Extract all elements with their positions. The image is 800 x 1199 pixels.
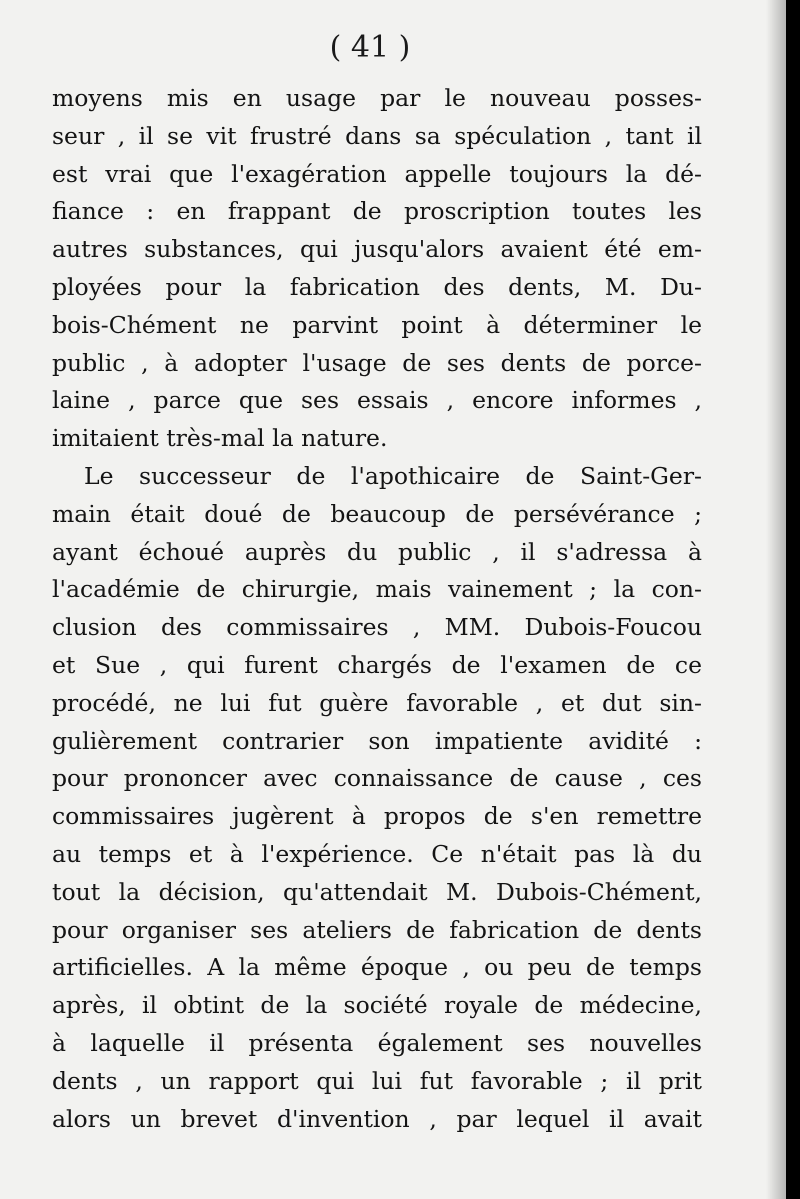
text-line: clusion des commissaires , MM. Dubois-Foucou — [52, 613, 702, 642]
text-line: alors un brevet d'invention , par lequel il avait — [52, 1104, 702, 1133]
text-line: main était doué de beaucoup de persévérance ; — [52, 499, 702, 528]
text-line: ayant échoué auprès du public , il s'adressa à — [52, 537, 702, 566]
text-line: bois-Chément ne parvint point à déterminer le — [52, 310, 702, 339]
text-line: Le successeur de l'apothicaire de Saint-Ger- — [84, 461, 702, 490]
text-line: pour prononcer avec connaissance de cause , ces — [52, 764, 702, 793]
page-edge-shadow — [766, 0, 786, 1199]
text-line: artificielles. A la même époque , ou peu de temps — [52, 953, 702, 982]
text-line: seur , il se vit frustré dans sa spéculation , tant il — [52, 121, 702, 150]
text-line: autres substances, qui jusqu'alors avaient été em- — [52, 235, 702, 264]
paragraph-1 — [52, 80, 702, 458]
text-line: dents , un rapport qui lui fut favorable ; il prit — [52, 1066, 702, 1095]
text-line: au temps et à l'expérience. Ce n'était pas là du — [52, 839, 702, 868]
text-line: procédé, ne lui fut guère favorable , et dut sin- — [52, 688, 702, 717]
text-line: pour organiser ses ateliers de fabrication de dents — [52, 915, 702, 944]
text-line: l'académie de chirurgie, mais vainement ; la con- — [52, 575, 702, 604]
text-line: laine , parce que ses essais , encore informes , — [52, 386, 702, 415]
text-line: après, il obtint de la société royale de médecine, — [52, 991, 702, 1020]
text-line: imitaient très-mal la nature. — [52, 424, 388, 453]
text-line: tout la décision, qu'attendait M. Dubois-Chément, — [52, 877, 702, 906]
text-line: gulièrement contrarier son impatiente avidité : — [52, 726, 702, 755]
text-line: moyens mis en usage par le nouveau posses- — [52, 84, 702, 112]
text-line: commissaires jugèrent à propos de s'en remettre — [52, 802, 702, 831]
paragraph-2 — [52, 458, 702, 1138]
body-text — [52, 80, 702, 1138]
text-line: et Sue , qui furent chargés de l'examen de ce — [52, 650, 702, 679]
text-line: public , à adopter l'usage de ses dents de porce- — [52, 348, 702, 377]
text-line: fiance : en frappant de proscription toutes les — [52, 197, 702, 226]
text-line: est vrai que l'exagération appelle toujours la dé- — [52, 159, 702, 188]
text-line: à laquelle il présenta également ses nouvelles — [52, 1028, 702, 1057]
page-number: ( 41 ) — [329, 30, 411, 65]
text-line: ployées pour la fabrication des dents, M. Du- — [52, 272, 702, 301]
